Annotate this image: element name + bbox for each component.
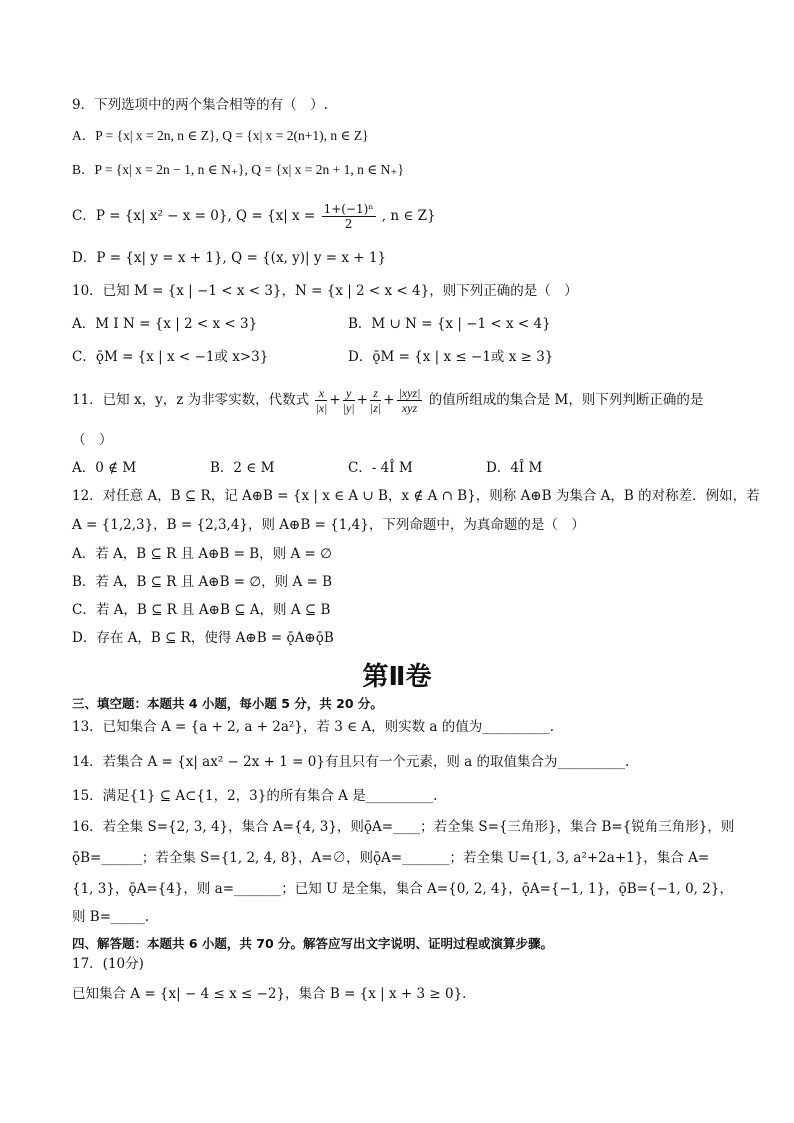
q12-option-d: D．存在 A，B ⊆ R，使得 A⊕B = ǭA⊕ǭB bbox=[72, 630, 334, 646]
q9-option-c-start: C．P = {x| x² − x = 0}, Q = {x| x = bbox=[72, 208, 316, 224]
q11-expr-term-z: $\frac{z}{|z|}$ bbox=[369, 386, 382, 415]
q11-expr-term-x: $\frac{x}{|x|}$ bbox=[315, 386, 328, 415]
q12-option-a: A．若 A，B ⊆ R 且 A⊕B = B，则 A = ∅ bbox=[72, 546, 332, 562]
q15: 15．满足{1} ⊆ A⊂{1，2，3}的所有集合 A 是__________. bbox=[72, 788, 438, 804]
q12-option-b: B．若 A，B ⊆ R 且 A⊕B = ∅，则 A = B bbox=[72, 574, 333, 590]
q9-option-c bbox=[72, 202, 436, 231]
q9-option-c-fraction bbox=[322, 202, 376, 231]
q14: 14．若集合 A = {x| ax² − 2x + 1 = 0}有且只有一个元素，则 a 的取值集合为__________. bbox=[72, 754, 630, 770]
part3-heading: 三、填空题：本题共 4 小题，每小题 5 分，共 20 分。 bbox=[72, 696, 383, 711]
q12-stem-line1: 12．对任意 A，B ⊆ R，记 A⊕B = {x | x ∈ A ∪ B，x ∉ A ∩ B}，则称 A⊕B 为集合 A，B 的对称差．例如，若 bbox=[72, 488, 760, 504]
q9-stem: 9．下列选项中的两个集合相等的有（ ）. bbox=[72, 97, 328, 113]
q16-line2: ǭB=______；若全集 S={1, 2, 4, 8}，A=∅，则ǭA=_______；若全集 U={1, 3, a²+2a+1}，集合 A= bbox=[72, 850, 710, 866]
q11-option-d: D．4Î M bbox=[486, 460, 543, 476]
q11-answer-blank: （ ） bbox=[72, 432, 113, 448]
q11-option-b: B．2 ∈ M bbox=[210, 460, 275, 476]
q11-expr-term-y: $\frac{y}{|y|}$ bbox=[342, 386, 355, 415]
q11-stem-start: 11．已知 x，y，z 为非零实数，代数式 bbox=[72, 392, 310, 408]
q17-stem: 已知集合 A = {x| − 4 ≤ x ≤ −2}，集合 B = {x | x + 3 ≥ 0}． bbox=[72, 986, 476, 1002]
q10-option-d: D．ǭM = {x | x ≤ −1或 x ≥ 3} bbox=[348, 349, 554, 365]
q10-option-a: A．M I N = {x | 2 < x < 3} bbox=[72, 316, 258, 332]
q11-option-a: A．0 ∉ M bbox=[72, 460, 137, 476]
q9-option-a: A．P = {x| x = 2n, n ∈ Z}, Q = {x| x = 2(n+1), n ∈ Z} bbox=[72, 128, 369, 143]
q11-option-c: C．- 4Î M bbox=[348, 460, 413, 476]
q16-line4: 则 B=_____. bbox=[72, 909, 150, 925]
fraction-numerator: 1+(−1)ⁿ bbox=[323, 202, 374, 216]
part4-heading: 四、解答题：本题共 6 小题，共 70 分。解答应写出文字说明、证明过程或演算步骤。 bbox=[72, 936, 554, 951]
q16-line3: {1, 3}，ǭA={4}，则 a=_______；已知 U 是全集，集合 A={0, 2, 4}，ǭA={−1, 1}，ǭB={−1, 0, 2}， bbox=[72, 881, 733, 897]
q12-option-c: C．若 A，B ⊆ R 且 A⊕B ⊆ A，则 A ⊆ B bbox=[72, 602, 331, 618]
q10-stem: 10．已知 M = {x | −1 < x < 3}，N = {x | 2 < x < 4}，则下列正确的是（ ） bbox=[72, 283, 578, 299]
q10-option-b: B．M ∪ N = {x | −1 < x < 4} bbox=[348, 316, 551, 332]
q12-stem-line2: A = {1,2,3}，B = {2,3,4}，则 A⊕B = {1,4}，下列命题中，为真命题的是（ ） bbox=[72, 517, 585, 533]
q9-option-c-end: , n ∈ Z} bbox=[381, 208, 436, 224]
section-title: 第Ⅱ卷 bbox=[362, 662, 432, 692]
q11-expr-term-xyz: $\frac{\text{|xyz|}}{\text{xyz}}$ bbox=[398, 386, 421, 415]
q13: 13．已知集合 A = {a + 2, a + 2a²}，若 3 ∈ A，则实数 a 的值为__________. bbox=[72, 719, 555, 735]
q9-option-d: D．P = {x| y = x + 1}, Q = {(x, y)| y = x + 1} bbox=[72, 250, 387, 266]
q17-score: 17．(10分) bbox=[72, 956, 144, 972]
fraction-denominator: 2 bbox=[344, 217, 353, 231]
q10-option-c: C．ǭM = {x | x < −1或 x>3} bbox=[72, 349, 269, 365]
q9-option-b: B．P = {x| x = 2n − 1, n ∈ N₊}, Q = {x| x = 2n + 1, n ∈ N₊} bbox=[72, 162, 405, 177]
q11-stem-end: 的值所组成的集合是 M，则下列判断正确的是 bbox=[428, 392, 704, 408]
q16-line1: 16．若全集 S={2, 3, 4}，集合 A={4, 3}，则ǭA=____；若全集 S={三角形}，集合 B={锐角三角形}，则 bbox=[72, 819, 735, 835]
q11-stem: 11．已知 x，y，z 为非零实数，代数式 $\frac{x}{|x|}$ + $\frac{y}{|y|}$ + $\frac{z}{|z|}$ + $\frac{\text{|xyz|}}{\text{xyz}}$ 的值所组成的集合是 M，则下列判断正确的是 bbox=[72, 386, 704, 415]
